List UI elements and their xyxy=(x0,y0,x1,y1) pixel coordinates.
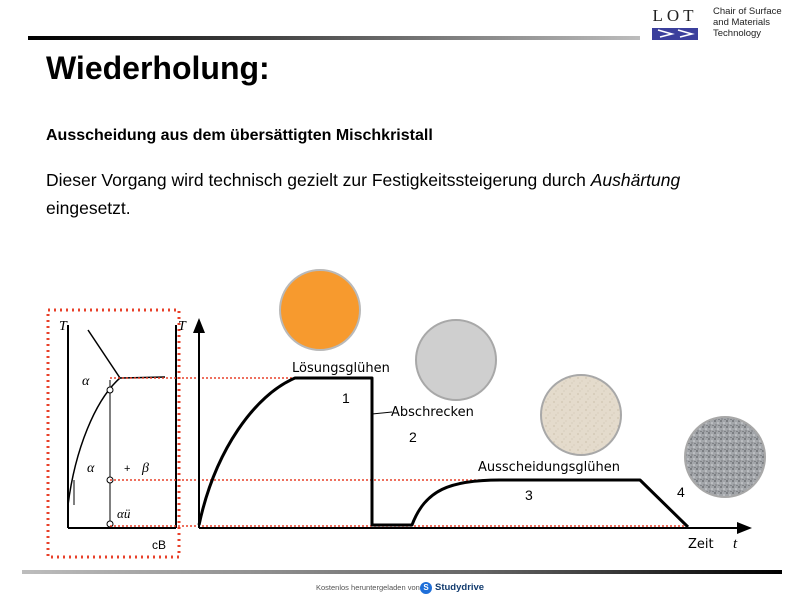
phase-temp-label: T xyxy=(59,319,67,334)
phase-alpha-beta-plus: + xyxy=(124,463,131,475)
paragraph-text-before: Dieser Vorgang wird technisch gezielt zur Festigkeitssteigerung durch xyxy=(46,170,591,190)
step-number-2: 2 xyxy=(409,429,417,445)
time-axis-symbol: t xyxy=(733,536,738,552)
time-axis-arrow xyxy=(737,522,752,534)
phase-alpha-ue-label: αü xyxy=(117,506,131,521)
temperature-axis-arrow xyxy=(193,318,205,333)
phase-alpha-label: α xyxy=(82,374,90,389)
paragraph-emphasis: Aushärtung xyxy=(590,170,681,190)
microstructure-aging-circle xyxy=(541,375,621,455)
paragraph-text-after: eingesetzt. xyxy=(46,198,131,218)
state-point-1 xyxy=(107,387,113,393)
microstructure-aged-circle xyxy=(685,417,765,497)
time-axis-label: Zeit xyxy=(688,537,714,552)
composition-axis-label: cB xyxy=(152,538,167,552)
phase-alpha-beta-alpha: α xyxy=(87,461,95,476)
phase-alpha-beta-beta: β xyxy=(142,461,149,476)
studydrive-brand: Studydrive xyxy=(435,582,485,593)
abschrecken-pointer xyxy=(372,412,392,414)
step-label-abschrecken: Abschrecken xyxy=(391,405,474,420)
footer-text: Kostenlos heruntergeladen von xyxy=(316,583,420,592)
step-number-4: 4 xyxy=(677,484,685,500)
step-label-ausscheidungsgluehen: Ausscheidungsglühen xyxy=(478,460,621,475)
step-number-3: 3 xyxy=(525,487,533,503)
chair-line-3: Technology xyxy=(713,28,762,39)
solvus-line xyxy=(68,378,120,505)
chair-line-2: and Materials xyxy=(713,17,771,28)
microstructure-quenched-circle xyxy=(416,320,496,400)
slide-subtitle: Ausscheidung aus dem übersättigten Mischkristall xyxy=(46,127,433,144)
logo-text: LOT xyxy=(652,6,698,25)
studydrive-logo-icon: S xyxy=(420,582,432,594)
step-number-1: 1 xyxy=(342,390,350,406)
footer-rule xyxy=(22,570,782,574)
chair-line-1: Chair of Surface xyxy=(713,6,782,17)
process-temp-label: T xyxy=(178,319,186,334)
slide-title: Wiederholung: xyxy=(46,50,270,86)
step-label-loesungsgluehen: Lösungsglühen xyxy=(292,361,390,376)
microstructure-solution-circle xyxy=(280,270,360,350)
liquidus-line xyxy=(88,330,120,378)
